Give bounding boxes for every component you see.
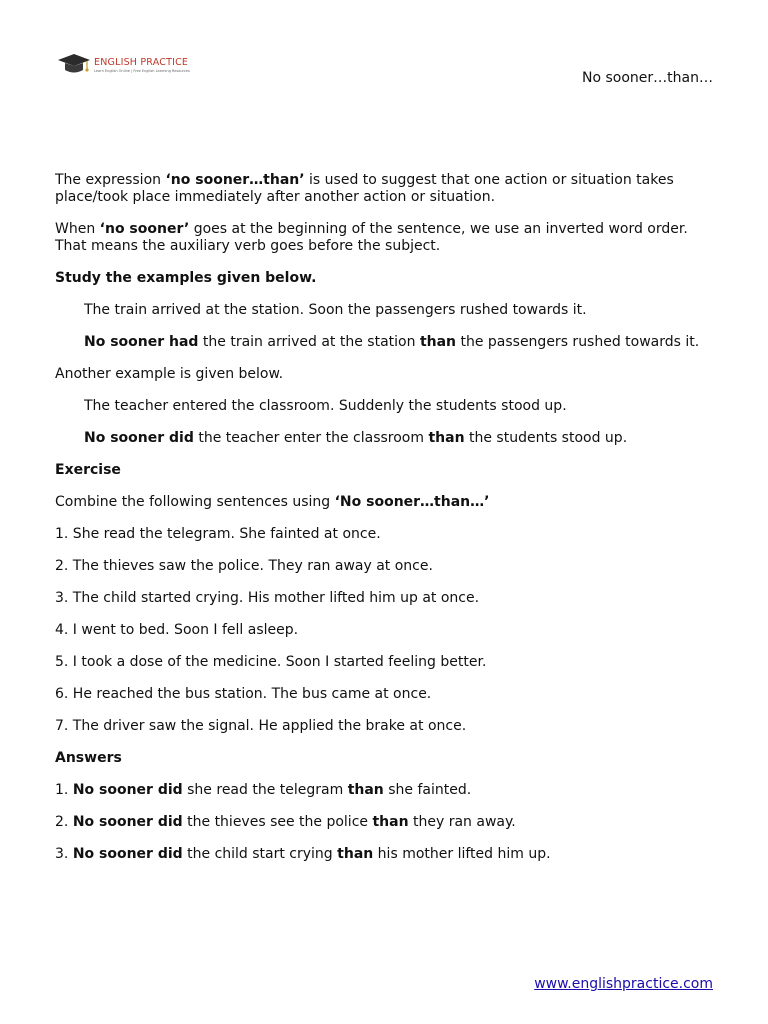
bold-text: than — [428, 430, 465, 446]
logo-tagline: Learn English Online | Free English Learning Resources — [94, 69, 190, 73]
answer-item: 3. No sooner did the child start crying than his mother lifted him up. — [55, 846, 551, 862]
answers-list — [55, 782, 715, 863]
bold-text: No sooner did — [72, 846, 183, 862]
bold-text: ‘No sooner…than…’ — [334, 494, 490, 510]
page-header-title: No sooner…than… — [582, 70, 713, 86]
answer-item: 1. No sooner did she read the telegram than she fainted. — [55, 782, 472, 798]
article-body — [55, 172, 715, 878]
bold-text: No sooner did — [72, 782, 183, 798]
bold-text: ‘no sooner’ — [99, 221, 190, 237]
exercise-item: 2. The thieves saw the police. They ran away at once. — [55, 558, 433, 574]
bold-text: than — [337, 846, 374, 862]
exercise-item: 6. He reached the bus station. The bus came at once. — [55, 686, 432, 702]
exercise-item: 1. She read the telegram. She fainted at once. — [55, 526, 381, 542]
exercise-heading: Exercise — [55, 462, 121, 478]
bold-text: than — [347, 782, 384, 798]
example-sentence: The teacher entered the classroom. Suddenly the students stood up. — [84, 398, 567, 414]
exercise-item: 3. The child started crying. His mother lifted him up at once. — [55, 590, 480, 606]
exercise-list — [55, 526, 715, 735]
exercise-instruction: Combine the following sentences using ‘No sooner…than…’ — [55, 494, 490, 510]
answer-item: 2. No sooner did the thieves see the police than they ran away. — [55, 814, 516, 830]
answers-heading: Answers — [55, 750, 122, 766]
example-combined: No sooner had the train arrived at the station than the passengers rushed towards it. — [84, 334, 700, 350]
site-logo[interactable] — [56, 52, 191, 78]
bold-text: No sooner had — [84, 334, 199, 350]
bold-text: No sooner did — [72, 814, 183, 830]
logo-title: ENGLISH PRACTICE — [94, 57, 189, 68]
bold-text: No sooner did — [84, 430, 194, 446]
another-example-label: Another example is given below. — [55, 366, 284, 382]
graduation-cap-icon — [56, 52, 92, 78]
example-sentence: The train arrived at the station. Soon the passengers rushed towards it. — [84, 302, 587, 318]
exercise-item: 5. I took a dose of the medicine. Soon I started feeling better. — [55, 654, 487, 670]
inversion-paragraph: When ‘no sooner’ goes at the beginning of the sentence, we use an inverted word order. That means the auxiliary verb goes before the subject. — [55, 221, 688, 254]
example-combined: No sooner did the teacher enter the classroom than the students stood up. — [84, 430, 628, 446]
exercise-item: 7. The driver saw the signal. He applied the brake at once. — [55, 718, 467, 734]
website-link[interactable]: www.englishpractice.com — [534, 976, 713, 992]
bold-text: than — [372, 814, 409, 830]
study-heading: Study the examples given below. — [55, 270, 317, 286]
bold-text: than — [419, 334, 457, 350]
exercise-item: 4. I went to bed. Soon I fell asleep. — [55, 622, 299, 638]
intro-paragraph: The expression ‘no sooner…than’ is used to suggest that one action or situation takes place/took place immediately after another action or situation. — [55, 172, 674, 205]
bold-text: ‘no sooner…than’ — [165, 172, 305, 188]
